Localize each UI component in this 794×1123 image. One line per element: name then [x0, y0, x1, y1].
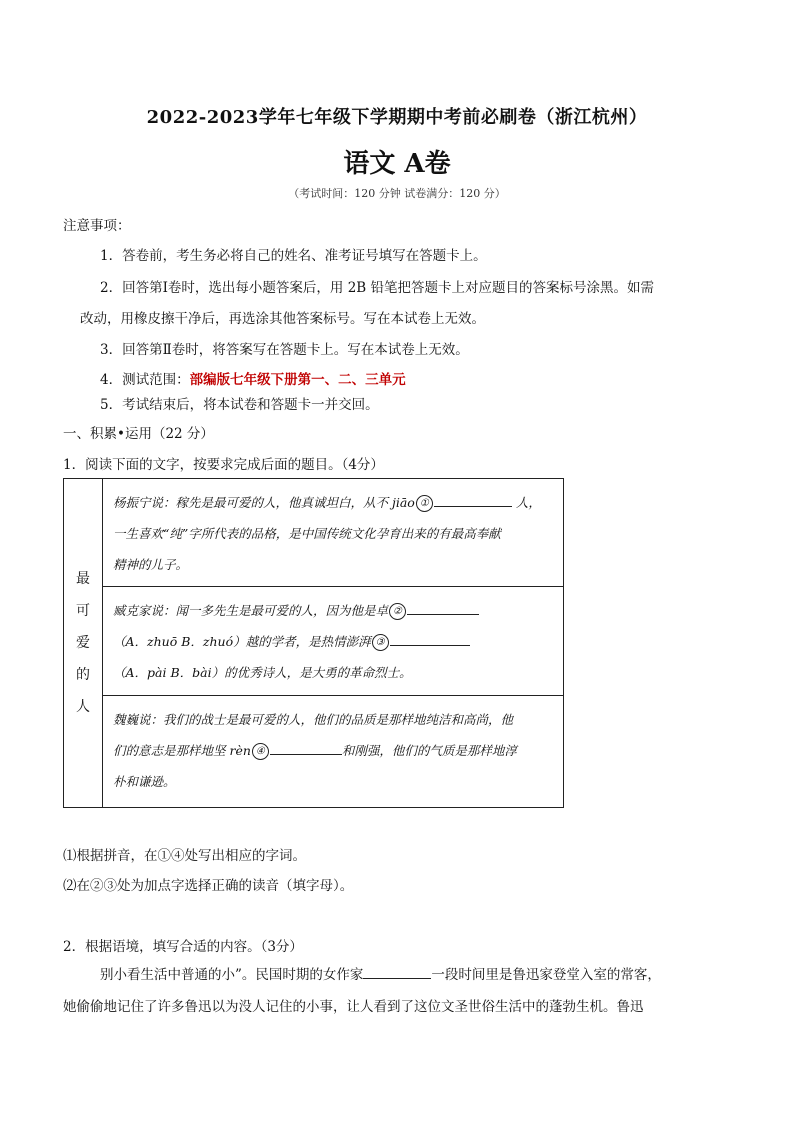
question-2-line2: 她偷偷地记住了许多鲁迅以为没人记住的小事，让人看到了这位文圣世俗生活中的蓬勃生机。鲁迅 — [63, 999, 644, 1015]
note-item-2-line1: 2．回答第Ⅰ卷时，选出每小题答案后，用 2B 铅笔把答题卡上对应题目的答案标号涂黑。如需 — [100, 280, 655, 296]
quote-text: 魏巍说：我们的战士是最可爱的人，他们的品质是那样地纯洁和高尚，他 — [113, 712, 514, 727]
quote-text: 精神的儿子。 — [113, 557, 189, 572]
blank-marker-2: ② — [389, 603, 406, 620]
question-1-sub2: ⑵在②③处为加点字选择正确的读音（填字母）。 — [63, 878, 354, 894]
answer-blank-1[interactable] — [434, 492, 512, 507]
side-char: 最 — [76, 571, 90, 587]
question-2-line1 — [100, 960, 661, 990]
side-label — [64, 479, 103, 808]
exam-subtitle: 语文 A卷 — [343, 149, 451, 179]
answer-blank-3[interactable] — [390, 631, 470, 646]
quote-text: 一生喜欢“纯”字所代表的品格，是中国传统文化孕育出来的有最高奉献 — [113, 526, 501, 541]
quote-text: 们的意志是那样地坚 rèn — [113, 743, 251, 758]
note-item-4-prefix: 4．测试范围： — [100, 372, 190, 388]
quote-zang-kejia — [103, 587, 564, 696]
test-range: 部编版七年级下册第一、二、三单元 — [189, 372, 406, 388]
answer-blank-2[interactable] — [407, 600, 479, 615]
note-item-1: 1．答卷前，考生务必将自己的姓名、准考证号填写在答题卡上。 — [100, 248, 487, 264]
side-char: 爱 — [76, 635, 90, 651]
reading-table — [63, 478, 564, 808]
note-item-3: 3．回答第Ⅱ卷时，将答案写在答题卡上。写在本试卷上无效。 — [100, 342, 469, 358]
passage-text: 一段时间里是鲁迅家登堂入室的常客， — [431, 967, 661, 983]
exam-time-info: （考试时间：120 分钟 试卷满分：120 分） — [288, 187, 506, 200]
quote-text: （A．pài B．bài）的优秀诗人，是大勇的革命烈士。 — [113, 665, 412, 680]
side-char: 的 — [76, 667, 90, 683]
answer-blank-4[interactable] — [270, 740, 342, 755]
quote-text: 朴和谦逊。 — [113, 774, 176, 789]
notes-heading: 注意事项： — [63, 218, 131, 234]
note-item-4 — [100, 370, 406, 390]
blank-marker-3: ③ — [372, 634, 389, 651]
side-char: 人 — [76, 699, 90, 715]
note-item-2-line2: 改动，用橡皮擦干净后，再选涂其他答案标号。写在本试卷上无效。 — [80, 311, 485, 327]
quote-wei-wei — [103, 696, 564, 808]
section-1-title: 一、积累•运用（22 分） — [63, 426, 214, 442]
quote-text: 和刚强，他们的气质是那样地淳 — [341, 743, 517, 758]
blank-marker-4: ④ — [252, 743, 269, 760]
exam-title: 2022-2023学年七年级下学期期中考前必刷卷（浙江杭州） — [146, 107, 648, 128]
side-char: 可 — [76, 603, 90, 619]
question-2-prompt: 2．根据语境，填写合适的内容。（3分） — [63, 939, 303, 955]
note-item-5: 5．考试结束后，将本试卷和答题卡一并交回。 — [100, 397, 379, 413]
quote-text: 臧克家说：闻一多先生是最可爱的人，因为他是卓 — [113, 603, 389, 618]
answer-blank-author[interactable] — [363, 964, 431, 979]
question-1-prompt: 1．阅读下面的文字，按要求完成后面的题目。（4分） — [63, 457, 384, 473]
question-1-sub1: ⑴根据拼音，在①④处写出相应的字词。 — [63, 848, 306, 864]
passage-text: 别小看生活中普通的小”。民国时期的女作家 — [100, 967, 364, 983]
quote-text: （A．zhuō B．zhuó）越的学者，是热情澎湃 — [113, 634, 371, 649]
quote-text: 人， — [515, 495, 541, 510]
quote-text: 杨振宁说：稼先是最可爱的人，他真诚坦白，从不 jiāo — [113, 495, 415, 510]
blank-marker-1: ① — [416, 495, 433, 512]
quote-yang-zhenning — [103, 479, 564, 587]
